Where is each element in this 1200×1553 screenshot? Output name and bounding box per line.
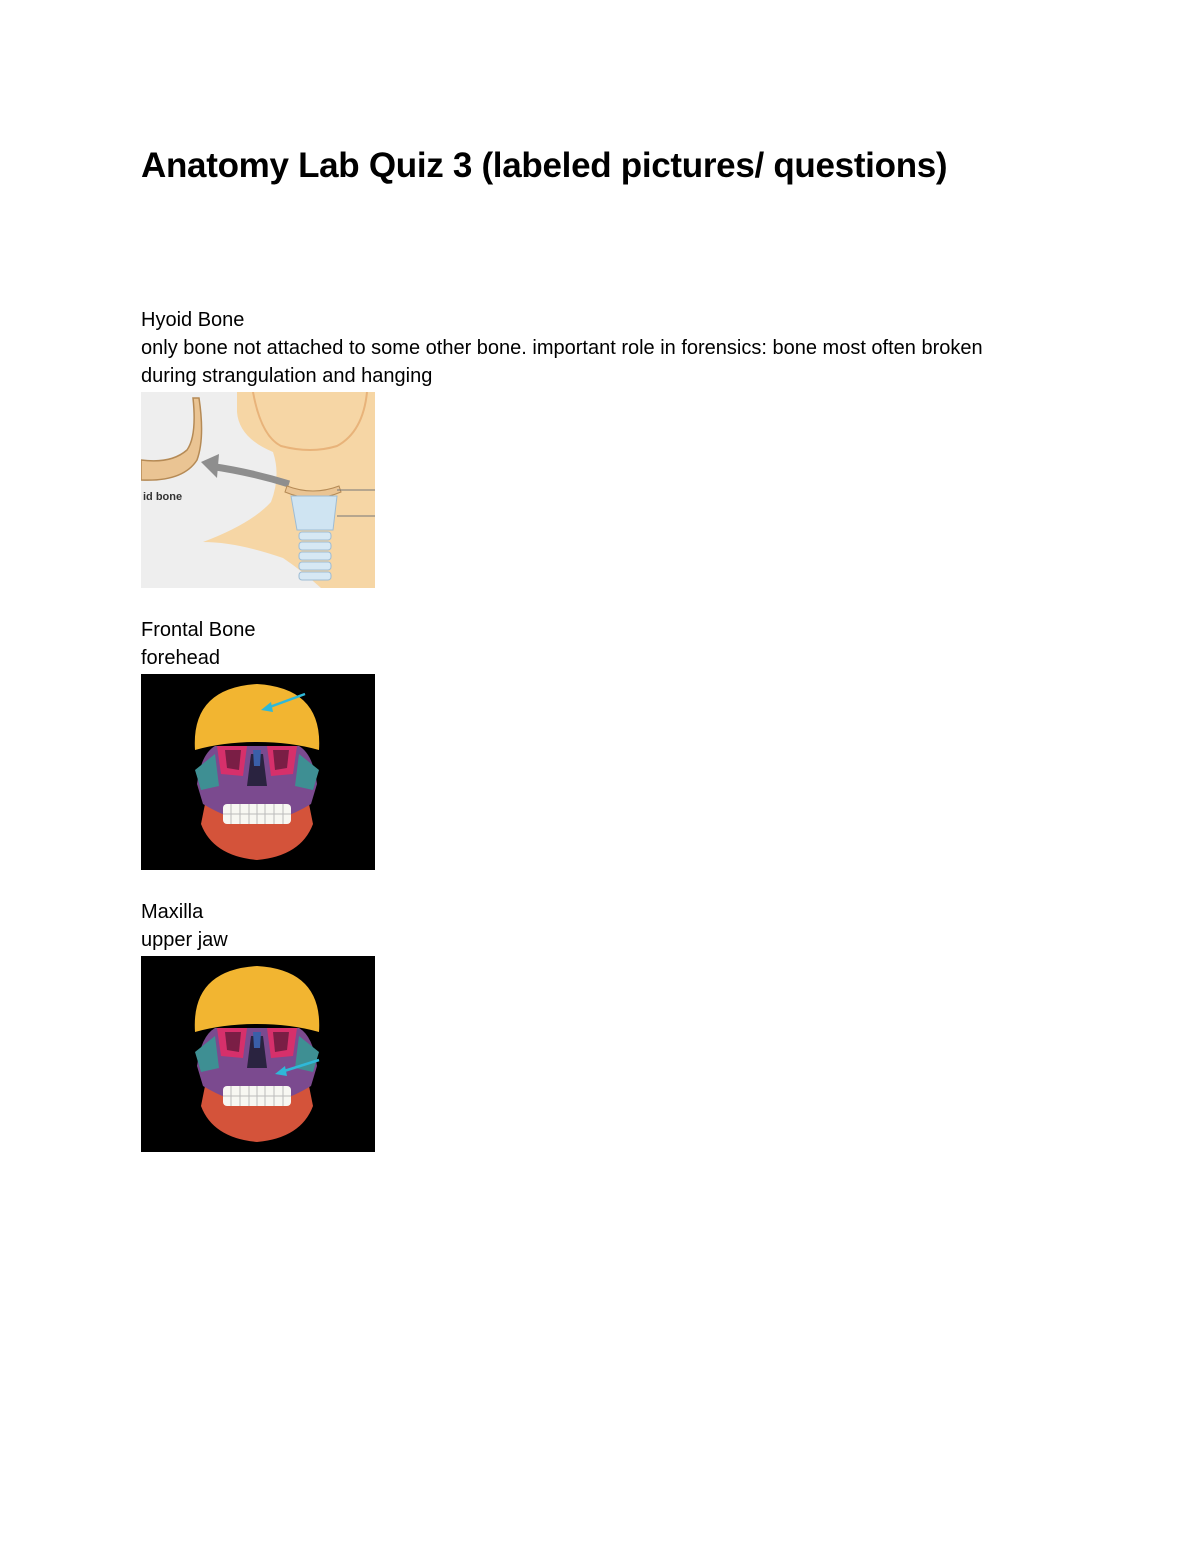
term-heading: Hyoid Bone: [141, 309, 245, 331]
section-frontal-bone: [141, 616, 1021, 870]
term-heading: Frontal Bone: [141, 619, 256, 641]
section-maxilla: [141, 898, 1021, 1152]
skull-icon: [195, 684, 319, 860]
section-hyoid-bone: [141, 306, 1021, 588]
skull-icon: [195, 966, 319, 1142]
skull-frontal-figure: [141, 674, 375, 870]
page-title: Anatomy Lab Quiz 3 (labeled pictures/ questions): [141, 146, 948, 185]
larynx: [291, 496, 337, 530]
term-definition: upper jaw: [141, 929, 228, 951]
trachea-rings: [299, 532, 331, 580]
skull-maxilla-figure: [141, 956, 375, 1152]
term-definition: forehead: [141, 647, 220, 669]
term-heading: Maxilla: [141, 901, 204, 923]
hyoid-neck-figure: [141, 392, 375, 588]
figure-label: id bone: [143, 491, 183, 503]
term-definition: only bone not attached to some other bone. important role in forensics: bone most often broken during strangulation and hanging: [141, 337, 983, 387]
